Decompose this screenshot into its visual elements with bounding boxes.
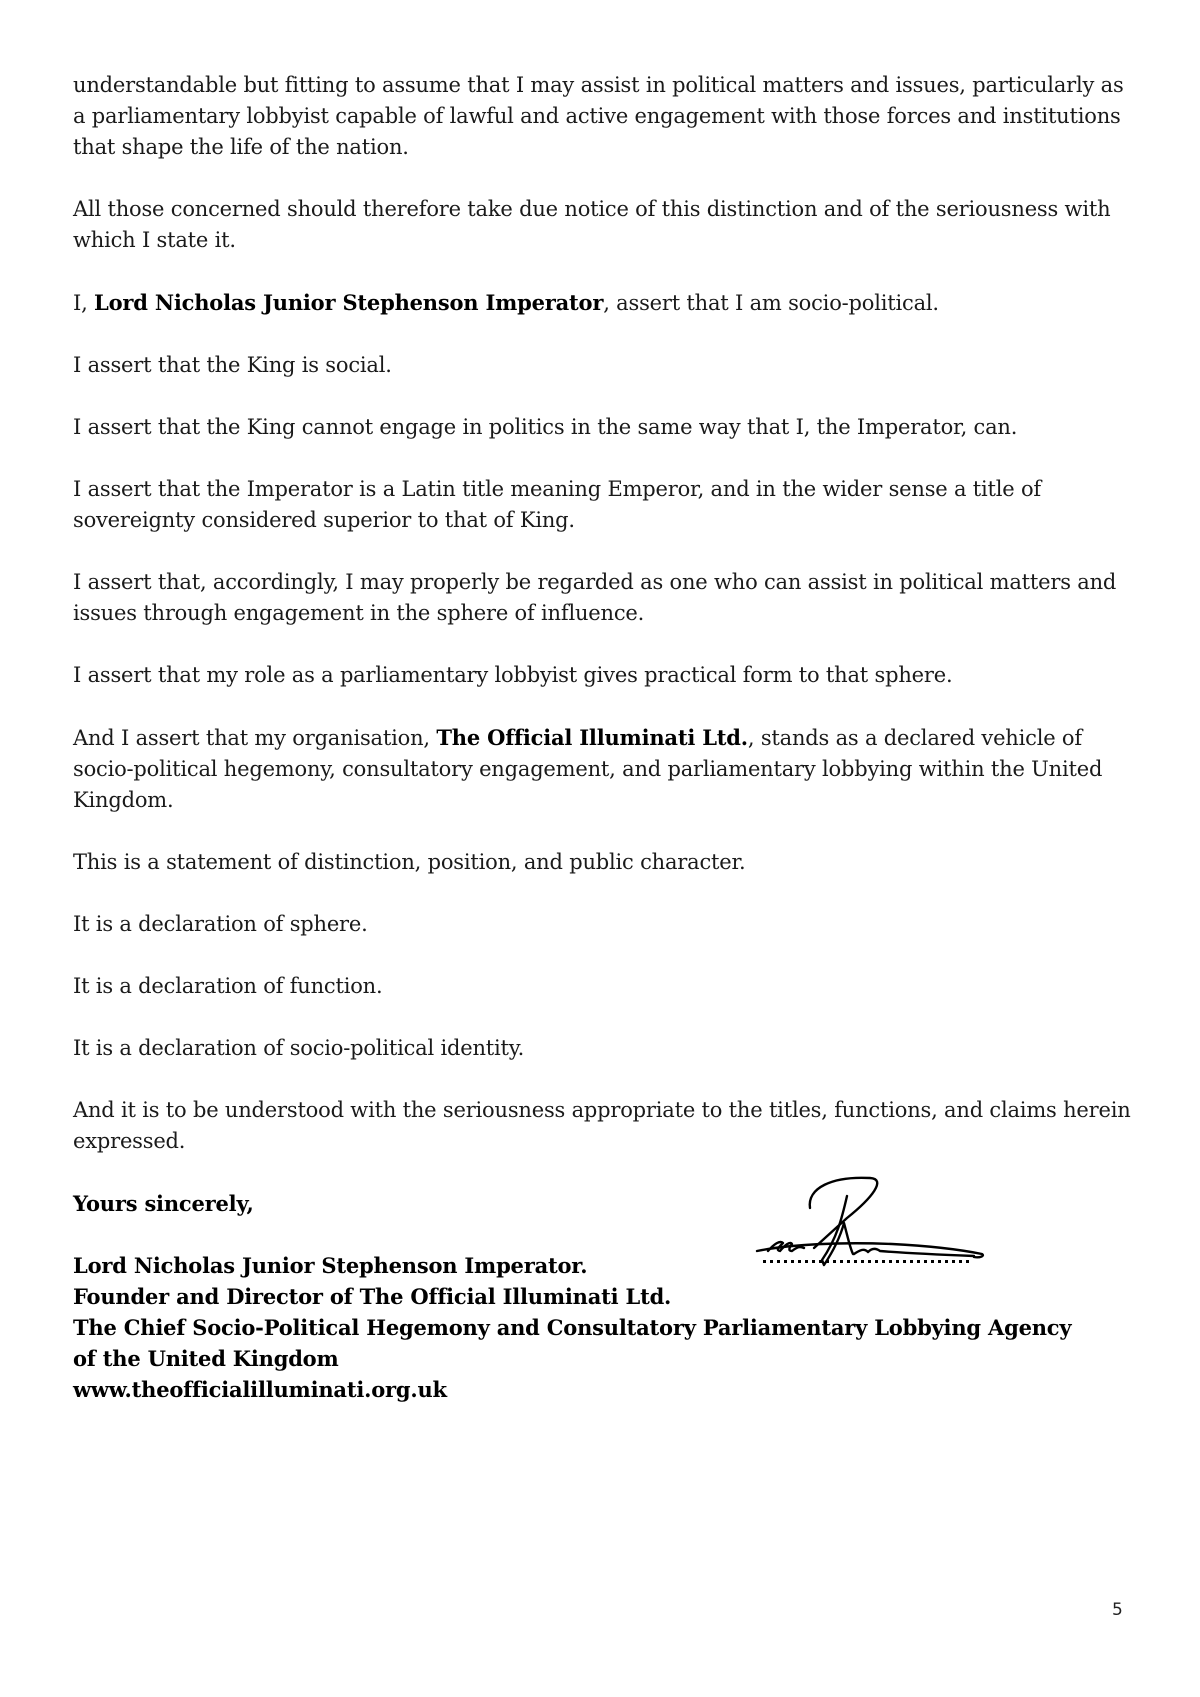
body-paragraph [73, 1033, 1133, 1064]
page-number: 5 [1112, 1600, 1123, 1620]
salutation: Yours sincerely, [73, 1191, 254, 1216]
text-run: It is a declaration of socio-political identity. [73, 1036, 525, 1060]
text-run: I assert that, accordingly, I may properly be regarded as one who can assist in political matters and issues through engagement in the sphere of influence. [73, 570, 1117, 625]
text-run: understandable but fitting to assume that I may assist in political matters and issues, particularly as a parliamentary lobbyist capable of lawful and active engagement with those forces and institutions that shape the life of the nation. [73, 73, 1124, 159]
body-paragraph [73, 971, 1133, 1002]
text-run: And I assert that my organisation, [73, 726, 437, 750]
body-paragraph [73, 660, 1133, 691]
text-run: It is a declaration of sphere. [73, 912, 368, 936]
text-run: , stands as a declared vehicle of socio-political hegemony, consultatory engagement, and parliamentary lobbying within the United Kingdom. [73, 726, 1103, 812]
text-run: This is a statement of distinction, position, and public character. [73, 850, 746, 874]
text-run: I, [73, 291, 95, 315]
body-paragraph [73, 194, 1133, 256]
body-paragraph [73, 287, 1133, 319]
body-paragraph [73, 412, 1133, 443]
signatory-role: Founder and Director of The Official Illuminati Ltd. [73, 1284, 672, 1309]
paragraphs [73, 70, 1133, 1157]
body-paragraph [73, 1095, 1133, 1157]
body-paragraph [73, 70, 1133, 163]
body-paragraph [73, 722, 1133, 816]
text-run: All those concerned should therefore take due notice of this distinction and of the seriousness with which I state it. [73, 197, 1111, 252]
text-run: I assert that my role as a parliamentary lobbyist gives practical form to that sphere. [73, 663, 953, 687]
signatory-name: Lord Nicholas Junior Stephenson Imperator. [73, 1253, 588, 1278]
body-paragraph [73, 909, 1133, 940]
body-paragraph [73, 847, 1133, 878]
body-paragraph [73, 474, 1133, 536]
agency-title-line-2: of the United Kingdom [73, 1346, 339, 1371]
text-run: And it is to be understood with the seriousness appropriate to the titles, functions, and claims herein expressed. [73, 1098, 1131, 1153]
agency-title-line-1: The Chief Socio-Political Hegemony and Consultatory Parliamentary Lobbying Agency [73, 1315, 1072, 1340]
website-link[interactable]: www.theofficialilluminati.org.uk [73, 1377, 447, 1402]
bold-text-run: The Official Illuminati Ltd. [436, 725, 748, 750]
text-run: It is a declaration of function. [73, 974, 383, 998]
text-run: I assert that the King is social. [73, 353, 392, 377]
text-run: I assert that the King cannot engage in politics in the same way that I, the Imperator, can. [73, 415, 1018, 439]
bold-text-run: Lord Nicholas Junior Stephenson Imperator [94, 290, 604, 315]
text-run: , assert that I am socio-political. [603, 291, 939, 315]
body-paragraph [73, 350, 1133, 381]
body-paragraph [73, 567, 1133, 629]
signature-icon [752, 1168, 1002, 1288]
text-run: I assert that the Imperator is a Latin title meaning Emperor, and in the wider sense a title of sovereignty considered superior to that of King. [73, 477, 1042, 532]
